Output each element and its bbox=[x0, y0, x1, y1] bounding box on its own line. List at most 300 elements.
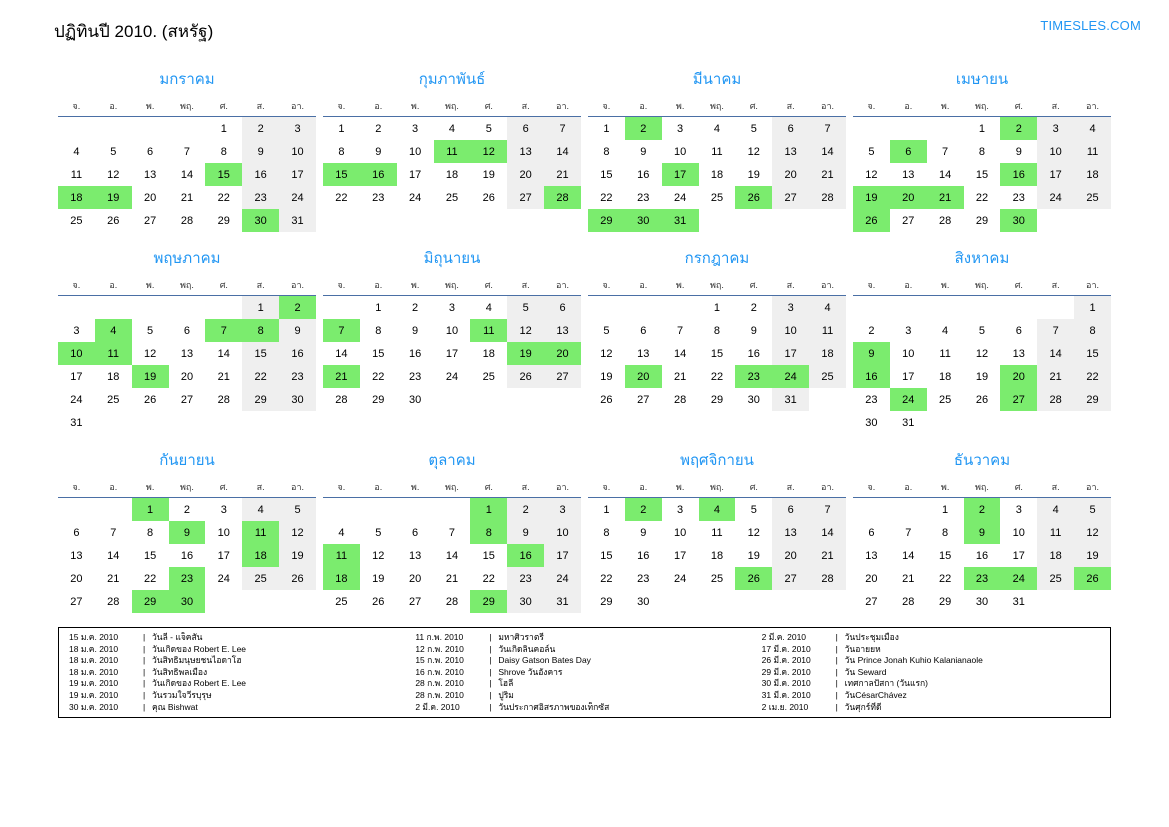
day-cell[interactable]: 19 bbox=[747, 168, 760, 181]
day-cell[interactable]: 7 bbox=[544, 117, 581, 141]
day-cell[interactable]: 28 bbox=[809, 186, 846, 209]
day-cell[interactable]: 7 bbox=[942, 145, 949, 158]
day-cell-holiday[interactable]: 18 bbox=[323, 567, 360, 590]
day-cell[interactable]: 21 bbox=[180, 191, 194, 204]
day-cell-holiday[interactable]: 21 bbox=[927, 186, 964, 209]
day-cell[interactable]: 13 bbox=[180, 347, 194, 360]
day-cell[interactable]: 16 bbox=[637, 549, 650, 562]
day-cell[interactable]: 14 bbox=[335, 347, 348, 360]
day-cell[interactable]: 24 bbox=[544, 567, 581, 590]
day-cell-holiday[interactable]: 8 bbox=[242, 319, 279, 342]
day-cell[interactable]: 23 bbox=[242, 186, 279, 209]
day-cell[interactable]: 17 bbox=[902, 370, 915, 383]
day-cell[interactable]: 2 bbox=[242, 117, 279, 141]
day-cell[interactable]: 23 bbox=[408, 370, 422, 383]
day-cell[interactable]: 27 bbox=[865, 595, 878, 608]
day-cell[interactable]: 3 bbox=[220, 503, 227, 516]
day-cell[interactable]: 7 bbox=[183, 145, 191, 158]
day-cell[interactable]: 26 bbox=[975, 393, 989, 406]
day-cell[interactable]: 5 bbox=[750, 122, 757, 135]
day-cell[interactable]: 5 bbox=[279, 498, 316, 522]
day-cell[interactable]: 20 bbox=[772, 544, 809, 567]
day-cell[interactable]: 22 bbox=[482, 572, 495, 585]
day-cell[interactable]: 8 bbox=[603, 145, 610, 158]
day-cell[interactable]: 28 bbox=[180, 214, 194, 227]
day-cell[interactable]: 6 bbox=[147, 145, 154, 158]
day-cell[interactable]: 6 bbox=[772, 498, 809, 522]
day-cell[interactable]: 31 bbox=[902, 416, 915, 429]
day-cell[interactable]: 15 bbox=[372, 347, 385, 360]
day-cell-holiday[interactable]: 26 bbox=[735, 567, 772, 590]
day-cell[interactable]: 15 bbox=[1074, 342, 1111, 365]
day-cell-holiday[interactable]: 30 bbox=[625, 209, 662, 232]
day-cell[interactable]: 6 bbox=[772, 117, 809, 141]
day-cell[interactable]: 28 bbox=[673, 393, 687, 406]
day-cell[interactable]: 15 bbox=[143, 549, 157, 562]
day-cell[interactable]: 2 bbox=[183, 503, 191, 516]
day-cell-holiday[interactable]: 19 bbox=[95, 186, 132, 209]
day-cell[interactable]: 22 bbox=[938, 572, 952, 585]
day-cell[interactable]: 6 bbox=[544, 296, 581, 320]
day-cell[interactable]: 6 bbox=[1015, 324, 1022, 337]
day-cell-holiday[interactable]: 2 bbox=[1000, 117, 1037, 141]
day-cell[interactable]: 12 bbox=[865, 168, 878, 181]
day-cell[interactable]: 8 bbox=[338, 145, 345, 158]
day-cell-holiday[interactable]: 19 bbox=[132, 365, 169, 388]
day-cell[interactable]: 7 bbox=[809, 117, 846, 141]
day-cell[interactable]: 25 bbox=[445, 191, 459, 204]
day-cell[interactable]: 11 bbox=[711, 526, 723, 539]
day-cell[interactable]: 9 bbox=[1015, 145, 1022, 158]
day-cell[interactable]: 3 bbox=[412, 122, 419, 135]
day-cell[interactable]: 30 bbox=[865, 416, 878, 429]
day-cell[interactable]: 28 bbox=[809, 567, 846, 590]
day-cell[interactable]: 28 bbox=[217, 393, 230, 406]
day-cell[interactable]: 30 bbox=[747, 393, 760, 406]
day-cell[interactable]: 25 bbox=[710, 191, 724, 204]
day-cell[interactable]: 12 bbox=[143, 347, 157, 360]
day-cell[interactable]: 23 bbox=[372, 191, 385, 204]
day-cell[interactable]: 17 bbox=[408, 168, 422, 181]
day-cell[interactable]: 22 bbox=[975, 191, 989, 204]
day-cell[interactable]: 28 bbox=[938, 214, 952, 227]
day-cell[interactable]: 13 bbox=[544, 319, 581, 342]
day-cell-holiday[interactable]: 11 bbox=[95, 342, 132, 365]
day-cell[interactable]: 10 bbox=[1012, 526, 1025, 539]
day-cell[interactable]: 27 bbox=[772, 186, 809, 209]
day-cell[interactable]: 16 bbox=[242, 163, 279, 186]
day-cell[interactable]: 6 bbox=[868, 526, 875, 539]
day-cell[interactable]: 22 bbox=[335, 191, 348, 204]
day-cell-holiday[interactable]: 11 bbox=[470, 319, 507, 342]
day-cell-holiday[interactable]: 26 bbox=[1074, 567, 1111, 590]
day-cell[interactable]: 1 bbox=[242, 296, 279, 320]
brand-link[interactable]: TIMESLES.COM bbox=[1040, 18, 1141, 33]
day-cell[interactable]: 29 bbox=[710, 393, 724, 406]
day-cell[interactable]: 29 bbox=[938, 595, 952, 608]
day-cell[interactable]: 13 bbox=[865, 549, 878, 562]
day-cell[interactable]: 16 bbox=[408, 347, 422, 360]
day-cell[interactable]: 3 bbox=[73, 324, 80, 337]
day-cell[interactable]: 5 bbox=[868, 145, 875, 158]
day-cell[interactable]: 8 bbox=[603, 526, 610, 539]
day-cell[interactable]: 5 bbox=[603, 324, 610, 337]
day-cell-holiday[interactable]: 2 bbox=[279, 296, 316, 320]
day-cell[interactable]: 19 bbox=[975, 370, 989, 383]
day-cell-holiday[interactable]: 19 bbox=[853, 186, 890, 209]
day-cell[interactable]: 20 bbox=[143, 191, 157, 204]
day-cell[interactable]: 1 bbox=[603, 122, 610, 135]
day-cell[interactable]: 11 bbox=[1074, 140, 1111, 163]
day-cell[interactable]: 15 bbox=[242, 342, 279, 365]
day-cell[interactable]: 29 bbox=[242, 388, 279, 411]
day-cell[interactable]: 24 bbox=[408, 191, 422, 204]
day-cell-holiday[interactable]: 4 bbox=[95, 319, 132, 342]
day-cell[interactable]: 7 bbox=[809, 498, 846, 522]
day-cell-holiday[interactable]: 20 bbox=[890, 186, 927, 209]
day-cell[interactable]: 15 bbox=[600, 549, 613, 562]
day-cell[interactable]: 3 bbox=[905, 324, 912, 337]
day-cell[interactable]: 10 bbox=[673, 526, 687, 539]
day-cell[interactable]: 27 bbox=[772, 567, 809, 590]
day-cell[interactable]: 11 bbox=[70, 168, 83, 181]
day-cell[interactable]: 6 bbox=[183, 324, 191, 337]
day-cell-holiday[interactable]: 15 bbox=[205, 163, 242, 186]
day-cell-holiday[interactable]: 1 bbox=[132, 498, 169, 522]
day-cell[interactable]: 23 bbox=[637, 191, 650, 204]
day-cell[interactable]: 30 bbox=[279, 388, 316, 411]
day-cell-holiday[interactable]: 16 bbox=[853, 365, 890, 388]
day-cell-holiday[interactable]: 29 bbox=[588, 209, 625, 232]
day-cell[interactable]: 3 bbox=[544, 498, 581, 522]
day-cell[interactable]: 7 bbox=[448, 526, 456, 539]
day-cell[interactable]: 18 bbox=[445, 168, 459, 181]
day-cell[interactable]: 20 bbox=[408, 572, 422, 585]
day-cell[interactable]: 14 bbox=[673, 347, 687, 360]
day-cell[interactable]: 25 bbox=[809, 365, 846, 388]
day-cell[interactable]: 22 bbox=[372, 370, 385, 383]
day-cell-holiday[interactable]: 19 bbox=[507, 342, 544, 365]
day-cell[interactable]: 5 bbox=[375, 526, 382, 539]
day-cell-holiday[interactable]: 16 bbox=[1000, 163, 1037, 186]
day-cell-holiday[interactable]: 23 bbox=[964, 567, 1001, 590]
day-cell[interactable]: 26 bbox=[482, 191, 495, 204]
day-cell[interactable]: 24 bbox=[445, 370, 459, 383]
day-cell[interactable]: 21 bbox=[902, 572, 915, 585]
day-cell[interactable]: 29 bbox=[600, 595, 613, 608]
day-cell[interactable]: 6 bbox=[640, 324, 647, 337]
day-cell[interactable]: 3 bbox=[1015, 503, 1022, 516]
day-cell[interactable]: 16 bbox=[975, 549, 989, 562]
day-cell[interactable]: 14 bbox=[809, 140, 846, 163]
day-cell[interactable]: 12 bbox=[600, 347, 613, 360]
day-cell[interactable]: 27 bbox=[143, 214, 157, 227]
day-cell[interactable]: 17 bbox=[70, 370, 83, 383]
day-cell[interactable]: 25 bbox=[70, 214, 83, 227]
day-cell[interactable]: 20 bbox=[180, 370, 194, 383]
day-cell[interactable]: 21 bbox=[217, 370, 230, 383]
day-cell[interactable]: 18 bbox=[710, 168, 724, 181]
day-cell[interactable]: 8 bbox=[942, 526, 949, 539]
day-cell[interactable]: 12 bbox=[975, 347, 989, 360]
day-cell[interactable]: 5 bbox=[147, 324, 154, 337]
day-cell[interactable]: 20 bbox=[507, 163, 544, 186]
day-cell-holiday[interactable]: 23 bbox=[735, 365, 772, 388]
day-cell[interactable]: 17 bbox=[217, 549, 230, 562]
day-cell[interactable]: 27 bbox=[902, 214, 915, 227]
day-cell[interactable]: 2 bbox=[412, 301, 419, 314]
day-cell[interactable]: 14 bbox=[938, 168, 952, 181]
day-cell[interactable]: 6 bbox=[73, 526, 80, 539]
day-cell[interactable]: 21 bbox=[673, 370, 687, 383]
day-cell[interactable]: 29 bbox=[372, 393, 385, 406]
day-cell[interactable]: 8 bbox=[713, 324, 721, 337]
day-cell[interactable]: 17 bbox=[772, 342, 809, 365]
day-cell[interactable]: 3 bbox=[677, 503, 684, 516]
day-cell[interactable]: 16 bbox=[180, 549, 194, 562]
day-cell[interactable]: 24 bbox=[279, 186, 316, 209]
day-cell[interactable]: 25 bbox=[938, 393, 952, 406]
day-cell[interactable]: 20 bbox=[772, 163, 809, 186]
day-cell[interactable]: 1 bbox=[220, 122, 227, 135]
day-cell[interactable]: 5 bbox=[485, 122, 492, 135]
day-cell[interactable]: 29 bbox=[217, 214, 230, 227]
day-cell[interactable]: 15 bbox=[600, 168, 613, 181]
day-cell[interactable]: 12 bbox=[279, 521, 316, 544]
day-cell[interactable]: 15 bbox=[710, 347, 724, 360]
day-cell[interactable]: 3 bbox=[772, 296, 809, 320]
day-cell-holiday[interactable]: 20 bbox=[625, 365, 662, 388]
day-cell[interactable]: 26 bbox=[107, 214, 120, 227]
day-cell[interactable]: 23 bbox=[279, 365, 316, 388]
day-cell[interactable]: 23 bbox=[637, 572, 650, 585]
day-cell[interactable]: 18 bbox=[809, 342, 846, 365]
day-cell-holiday[interactable]: 2 bbox=[625, 117, 662, 141]
day-cell[interactable]: 13 bbox=[1012, 347, 1025, 360]
day-cell[interactable]: 30 bbox=[637, 595, 650, 608]
day-cell[interactable]: 10 bbox=[902, 347, 915, 360]
day-cell[interactable]: 4 bbox=[809, 296, 846, 320]
day-cell-holiday[interactable]: 11 bbox=[434, 140, 471, 163]
day-cell-holiday[interactable]: 11 bbox=[323, 544, 360, 567]
day-cell[interactable]: 17 bbox=[445, 347, 459, 360]
day-cell[interactable]: 26 bbox=[372, 595, 385, 608]
day-cell-holiday[interactable]: 29 bbox=[470, 590, 507, 613]
day-cell[interactable]: 21 bbox=[1037, 365, 1074, 388]
day-cell[interactable]: 22 bbox=[600, 191, 613, 204]
day-cell[interactable]: 23 bbox=[507, 567, 544, 590]
day-cell[interactable]: 13 bbox=[772, 521, 809, 544]
day-cell-holiday[interactable]: 7 bbox=[205, 319, 242, 342]
day-cell-holiday[interactable]: 23 bbox=[169, 567, 206, 590]
day-cell-holiday[interactable]: 26 bbox=[735, 186, 772, 209]
day-cell[interactable]: 18 bbox=[710, 549, 724, 562]
day-cell[interactable]: 23 bbox=[865, 393, 878, 406]
day-cell-holiday[interactable]: 15 bbox=[323, 163, 360, 186]
day-cell-holiday[interactable]: 20 bbox=[544, 342, 581, 365]
day-cell[interactable]: 19 bbox=[1074, 544, 1111, 567]
day-cell[interactable]: 12 bbox=[107, 168, 120, 181]
day-cell[interactable]: 26 bbox=[507, 365, 544, 388]
day-cell[interactable]: 3 bbox=[677, 122, 684, 135]
day-cell-holiday[interactable]: 10 bbox=[58, 342, 95, 365]
day-cell[interactable]: 27 bbox=[70, 595, 83, 608]
day-cell[interactable]: 22 bbox=[143, 572, 157, 585]
day-cell[interactable]: 29 bbox=[1074, 388, 1111, 411]
day-cell[interactable]: 27 bbox=[507, 186, 544, 209]
day-cell[interactable]: 13 bbox=[902, 168, 915, 181]
day-cell[interactable]: 14 bbox=[544, 140, 581, 163]
day-cell-holiday[interactable]: 26 bbox=[853, 209, 890, 232]
day-cell[interactable]: 5 bbox=[110, 145, 117, 158]
day-cell[interactable]: 13 bbox=[772, 140, 809, 163]
day-cell[interactable]: 31 bbox=[70, 416, 83, 429]
day-cell[interactable]: 24 bbox=[673, 191, 687, 204]
day-cell[interactable]: 9 bbox=[279, 319, 316, 342]
day-cell-holiday[interactable]: 18 bbox=[242, 544, 279, 567]
day-cell[interactable]: 10 bbox=[1037, 140, 1074, 163]
day-cell[interactable]: 4 bbox=[485, 301, 492, 314]
day-cell[interactable]: 10 bbox=[217, 526, 230, 539]
day-cell[interactable]: 14 bbox=[445, 549, 459, 562]
day-cell[interactable]: 2 bbox=[868, 324, 875, 337]
day-cell[interactable]: 17 bbox=[279, 163, 316, 186]
day-cell[interactable]: 28 bbox=[335, 393, 348, 406]
day-cell[interactable]: 8 bbox=[1074, 319, 1111, 342]
day-cell-holiday[interactable]: 8 bbox=[470, 521, 507, 544]
day-cell[interactable]: 4 bbox=[713, 122, 721, 135]
day-cell[interactable]: 6 bbox=[507, 117, 544, 141]
day-cell-holiday[interactable]: 4 bbox=[699, 498, 736, 522]
day-cell[interactable]: 30 bbox=[408, 393, 422, 406]
day-cell[interactable]: 12 bbox=[747, 145, 760, 158]
day-cell-holiday[interactable]: 16 bbox=[360, 163, 397, 186]
day-cell[interactable]: 8 bbox=[978, 145, 986, 158]
day-cell[interactable]: 30 bbox=[507, 590, 544, 613]
day-cell[interactable]: 25 bbox=[710, 572, 724, 585]
day-cell[interactable]: 14 bbox=[217, 347, 230, 360]
day-cell[interactable]: 2 bbox=[507, 498, 544, 522]
day-cell[interactable]: 21 bbox=[809, 163, 846, 186]
day-cell[interactable]: 17 bbox=[1012, 549, 1025, 562]
day-cell[interactable]: 1 bbox=[375, 301, 382, 314]
day-cell[interactable]: 14 bbox=[107, 549, 120, 562]
day-cell-holiday[interactable]: 31 bbox=[662, 209, 699, 232]
day-cell[interactable]: 10 bbox=[544, 521, 581, 544]
day-cell-holiday[interactable]: 24 bbox=[1000, 567, 1037, 590]
day-cell[interactable]: 7 bbox=[677, 324, 684, 337]
day-cell[interactable]: 4 bbox=[73, 145, 80, 158]
day-cell[interactable]: 22 bbox=[600, 572, 613, 585]
day-cell-holiday[interactable]: 21 bbox=[323, 365, 360, 388]
day-cell[interactable]: 19 bbox=[279, 544, 316, 567]
day-cell[interactable]: 1 bbox=[603, 503, 610, 516]
day-cell-holiday[interactable]: 2 bbox=[964, 498, 1001, 522]
day-cell[interactable]: 11 bbox=[711, 145, 723, 158]
day-cell[interactable]: 1 bbox=[1074, 296, 1111, 320]
day-cell[interactable]: 11 bbox=[809, 319, 846, 342]
day-cell[interactable]: 19 bbox=[482, 168, 495, 181]
day-cell[interactable]: 5 bbox=[978, 324, 986, 337]
day-cell[interactable]: 10 bbox=[279, 140, 316, 163]
day-cell[interactable]: 7 bbox=[110, 526, 117, 539]
day-cell[interactable]: 24 bbox=[673, 572, 687, 585]
day-cell[interactable]: 10 bbox=[445, 324, 459, 337]
day-cell[interactable]: 27 bbox=[544, 365, 581, 388]
day-cell[interactable]: 11 bbox=[939, 347, 951, 360]
day-cell-holiday[interactable]: 30 bbox=[242, 209, 279, 232]
day-cell[interactable]: 26 bbox=[279, 567, 316, 590]
day-cell[interactable]: 12 bbox=[507, 319, 544, 342]
day-cell-holiday[interactable]: 9 bbox=[169, 521, 206, 544]
day-cell-holiday[interactable]: 24 bbox=[772, 365, 809, 388]
day-cell[interactable]: 9 bbox=[750, 324, 757, 337]
day-cell-holiday[interactable]: 27 bbox=[1000, 388, 1037, 411]
day-cell[interactable]: 14 bbox=[1037, 342, 1074, 365]
day-cell[interactable]: 13 bbox=[408, 549, 422, 562]
day-cell[interactable]: 23 bbox=[1012, 191, 1025, 204]
day-cell[interactable]: 24 bbox=[217, 572, 230, 585]
day-cell[interactable]: 10 bbox=[408, 145, 422, 158]
day-cell-holiday[interactable]: 18 bbox=[58, 186, 95, 209]
day-cell-holiday[interactable]: 24 bbox=[890, 388, 927, 411]
day-cell[interactable]: 10 bbox=[772, 319, 809, 342]
day-cell[interactable]: 21 bbox=[107, 572, 120, 585]
day-cell[interactable]: 18 bbox=[1074, 163, 1111, 186]
day-cell[interactable]: 8 bbox=[147, 526, 154, 539]
day-cell[interactable]: 25 bbox=[1037, 567, 1074, 590]
day-cell[interactable]: 3 bbox=[279, 117, 316, 141]
day-cell[interactable]: 8 bbox=[375, 324, 382, 337]
day-cell[interactable]: 17 bbox=[673, 549, 687, 562]
day-cell[interactable]: 25 bbox=[107, 393, 120, 406]
day-cell[interactable]: 27 bbox=[637, 393, 650, 406]
day-cell[interactable]: 28 bbox=[107, 595, 120, 608]
day-cell[interactable]: 19 bbox=[747, 549, 760, 562]
day-cell[interactable]: 29 bbox=[975, 214, 989, 227]
day-cell[interactable]: 3 bbox=[448, 301, 456, 314]
day-cell[interactable]: 18 bbox=[482, 347, 495, 360]
day-cell[interactable]: 5 bbox=[750, 503, 757, 516]
day-cell[interactable]: 4 bbox=[242, 498, 279, 522]
day-cell[interactable]: 31 bbox=[1012, 595, 1025, 608]
day-cell-holiday[interactable]: 11 bbox=[242, 521, 279, 544]
day-cell[interactable]: 18 bbox=[938, 370, 952, 383]
day-cell[interactable]: 21 bbox=[445, 572, 459, 585]
day-cell[interactable]: 1 bbox=[338, 122, 345, 135]
day-cell[interactable]: 16 bbox=[637, 168, 650, 181]
day-cell[interactable]: 10 bbox=[673, 145, 687, 158]
day-cell[interactable]: 2 bbox=[750, 301, 757, 314]
day-cell[interactable]: 9 bbox=[412, 324, 419, 337]
day-cell-holiday[interactable]: 9 bbox=[853, 342, 890, 365]
day-cell[interactable]: 24 bbox=[1037, 186, 1074, 209]
day-cell[interactable]: 17 bbox=[544, 544, 581, 567]
day-cell[interactable]: 27 bbox=[180, 393, 194, 406]
day-cell[interactable]: 12 bbox=[1074, 521, 1111, 544]
day-cell[interactable]: 19 bbox=[372, 572, 385, 585]
day-cell[interactable]: 26 bbox=[143, 393, 157, 406]
day-cell[interactable]: 14 bbox=[902, 549, 915, 562]
day-cell[interactable]: 2 bbox=[375, 122, 382, 135]
day-cell[interactable]: 25 bbox=[242, 567, 279, 590]
day-cell-holiday[interactable]: 6 bbox=[890, 140, 927, 163]
day-cell[interactable]: 16 bbox=[747, 347, 760, 360]
day-cell[interactable]: 13 bbox=[143, 168, 157, 181]
day-cell[interactable]: 28 bbox=[902, 595, 915, 608]
day-cell-holiday[interactable]: 7 bbox=[323, 319, 360, 342]
day-cell[interactable]: 25 bbox=[335, 595, 348, 608]
